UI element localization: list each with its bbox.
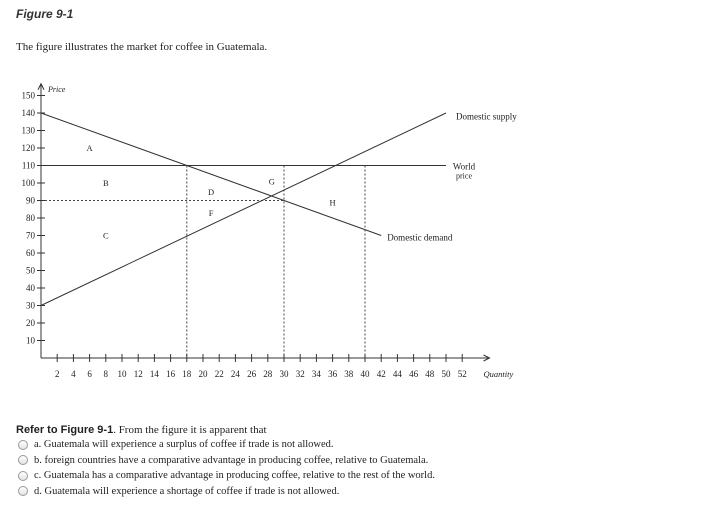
world-price-label-line2: price (456, 171, 472, 181)
y-tick-label: 130 (21, 125, 35, 136)
x-tick-label: 28 (263, 369, 273, 379)
region-label-g: G (268, 176, 275, 187)
x-tick-label: 46 (409, 369, 419, 379)
option-d[interactable] (18, 484, 435, 500)
y-tick-label: 50 (26, 265, 35, 276)
x-tick-label: 20 (198, 369, 208, 379)
x-tick-label: 10 (117, 369, 127, 379)
x-tick-label: 22 (214, 369, 224, 379)
y-tick-label: 150 (21, 90, 35, 101)
x-tick-label: 18 (182, 369, 192, 379)
y-tick-label: 100 (21, 178, 35, 188)
radio-b[interactable] (18, 455, 28, 465)
option-c-label: c. Guatemala has a comparative advantage in producing coffee, relative to the rest of the world. (34, 470, 435, 482)
x-tick-label: 6 (87, 369, 92, 379)
y-tick-label: 140 (21, 108, 35, 118)
question-stem (16, 424, 267, 436)
option-b[interactable] (18, 453, 435, 469)
y-axis-label: Price (48, 84, 66, 94)
figure-reference: Refer to Figure 9-1 (16, 424, 114, 436)
x-tick-label: 8 (103, 369, 109, 379)
domestic-demand-label: Domestic demand (387, 232, 453, 243)
x-tick-label: 44 (392, 369, 402, 379)
radio-d[interactable] (18, 486, 28, 496)
option-a[interactable] (18, 437, 435, 453)
y-tick-label: 20 (26, 318, 35, 328)
region-label-d: D (208, 186, 215, 197)
y-tick-label: 10 (26, 335, 35, 346)
x-tick-label: 4 (71, 369, 76, 379)
x-tick-label: 38 (344, 369, 354, 379)
region-label-c: C (102, 230, 109, 241)
x-tick-label: 14 (149, 369, 159, 379)
option-c[interactable] (18, 468, 435, 484)
x-axis-label: Quantity (483, 369, 514, 379)
x-tick-label: 32 (295, 369, 305, 379)
x-tick-label: 30 (279, 369, 289, 379)
region-label-f: F (208, 207, 214, 218)
figure-intro: The figure illustrates the market for coffee in Guatemala. (16, 41, 268, 53)
radio-a[interactable] (18, 440, 28, 450)
y-tick-label: 60 (26, 248, 35, 258)
option-b-label: b. foreign countries have a comparative advantage in producing coffee, relative to Guatemala. (34, 454, 429, 466)
x-tick-label: 16 (166, 369, 176, 379)
y-tick-label: 30 (26, 300, 35, 311)
domestic-supply-line (41, 113, 446, 306)
y-tick-label: 80 (26, 213, 35, 223)
y-tick-label: 40 (26, 283, 35, 293)
y-tick-label: 90 (26, 195, 35, 206)
world-price-label-line1: World (452, 161, 476, 172)
x-tick-label: 34 (311, 369, 321, 379)
region-label-a: A (86, 143, 93, 153)
y-tick-label: 70 (26, 230, 35, 241)
question-text: . From the figure it is apparent that (113, 424, 267, 436)
x-tick-label: 36 (328, 369, 338, 379)
x-tick-label: 2 (54, 369, 60, 379)
y-tick-label: 110 (21, 160, 35, 171)
domestic-supply-label: Domestic supply (456, 111, 517, 122)
x-tick-label: 48 (425, 369, 435, 379)
radio-c[interactable] (18, 471, 28, 481)
option-a-label: a. Guatemala will experience a surplus of coffee if trade is not allowed. (34, 439, 334, 451)
x-tick-label: 24 (230, 369, 240, 379)
x-tick-label: 40 (360, 369, 370, 379)
y-tick-label: 120 (21, 143, 35, 153)
x-tick-label: 52 (457, 369, 467, 379)
option-d-label: d. Guatemala will experience a shortage of coffee if trade is not allowed. (34, 485, 340, 497)
answer-options (18, 437, 435, 499)
x-tick-label: 42 (376, 369, 386, 379)
x-tick-label: 12 (133, 369, 143, 379)
x-tick-label: 26 (247, 369, 257, 379)
figure-title: Figure 9-1 (16, 7, 74, 21)
region-label-b: B (102, 178, 109, 188)
region-label-h: H (329, 197, 336, 208)
x-tick-label: 50 (441, 369, 451, 379)
